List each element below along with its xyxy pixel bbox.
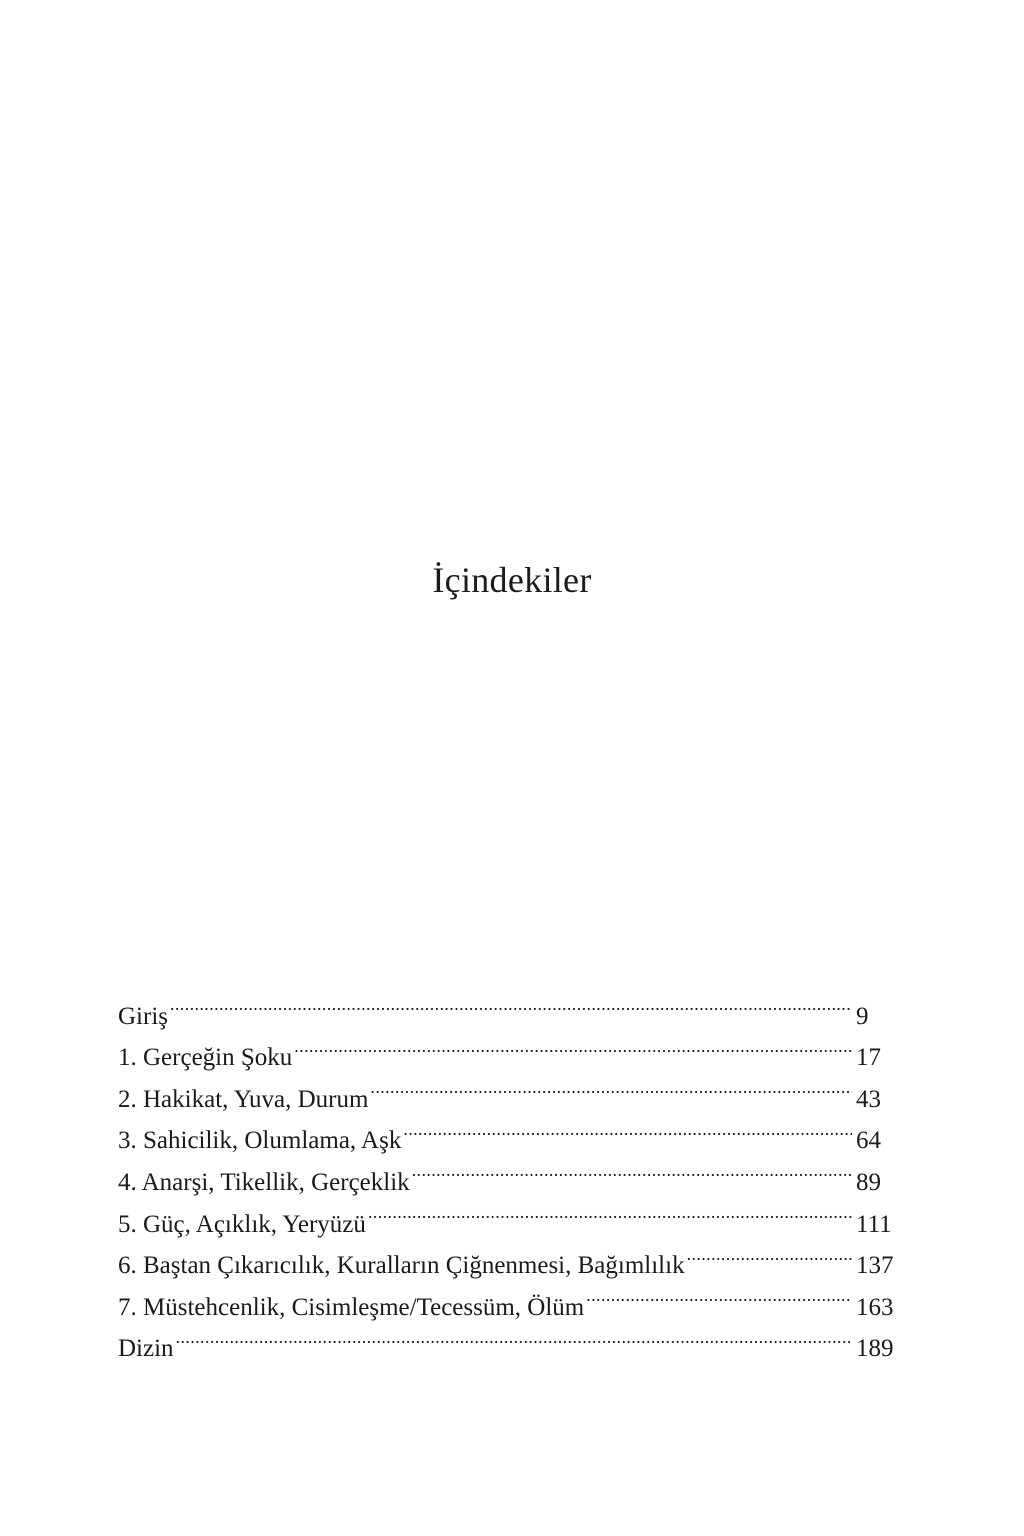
page-title: İçindekiler xyxy=(432,560,592,600)
toc-page-number: 9 xyxy=(856,1002,869,1030)
toc-entry-label: 2. Hakikat, Yuva, Durum xyxy=(118,1085,369,1113)
toc-dot-leader xyxy=(368,1190,852,1232)
toc-dot-leader xyxy=(170,982,852,1024)
toc-row-intro xyxy=(118,982,900,1030)
toc-page-number: 17 xyxy=(856,1044,881,1072)
toc-entry-label: 5. Güç, Açıklık, Yeryüzü xyxy=(118,1210,366,1238)
toc-dot-leader xyxy=(370,1065,852,1107)
toc-dot-leader xyxy=(176,1315,852,1357)
toc-entry-label: 3. Sahicilik, Olumlama, Aşk xyxy=(118,1127,402,1155)
toc-page-number: 137 xyxy=(856,1252,894,1280)
toc-page-number: 89 xyxy=(856,1168,881,1196)
toc-page-number: 163 xyxy=(856,1293,894,1321)
toc-dot-leader xyxy=(586,1273,852,1315)
toc-row-index xyxy=(118,1315,900,1363)
toc-dot-leader xyxy=(403,1107,852,1149)
toc-dot-leader xyxy=(687,1232,852,1274)
toc-page-number: 43 xyxy=(856,1085,881,1113)
toc-entry-label: Dizin xyxy=(118,1335,174,1363)
toc-entry-label: Giriş xyxy=(118,1002,168,1030)
toc-page-number: 64 xyxy=(856,1127,881,1155)
toc-row-chapter-1 xyxy=(118,1024,900,1072)
toc-page-number: 189 xyxy=(856,1335,894,1363)
toc-page-number: 111 xyxy=(856,1210,892,1238)
toc-dot-leader xyxy=(294,1024,852,1066)
toc-entry-label: 1. Gerçeğin Şoku xyxy=(118,1044,293,1072)
toc-entry-label: 7. Müstehcenlik, Cisimleşme/Tecessüm, Ölüm xyxy=(118,1293,585,1321)
table-of-contents xyxy=(118,982,900,1363)
toc-dot-leader xyxy=(412,1148,852,1190)
toc-entry-label: 6. Baştan Çıkarıcılık, Kuralların Çiğnenmesi, Bağımlılık xyxy=(118,1252,685,1280)
toc-entry-label: 4. Anarşi, Tikellik, Gerçeklik xyxy=(118,1168,410,1196)
